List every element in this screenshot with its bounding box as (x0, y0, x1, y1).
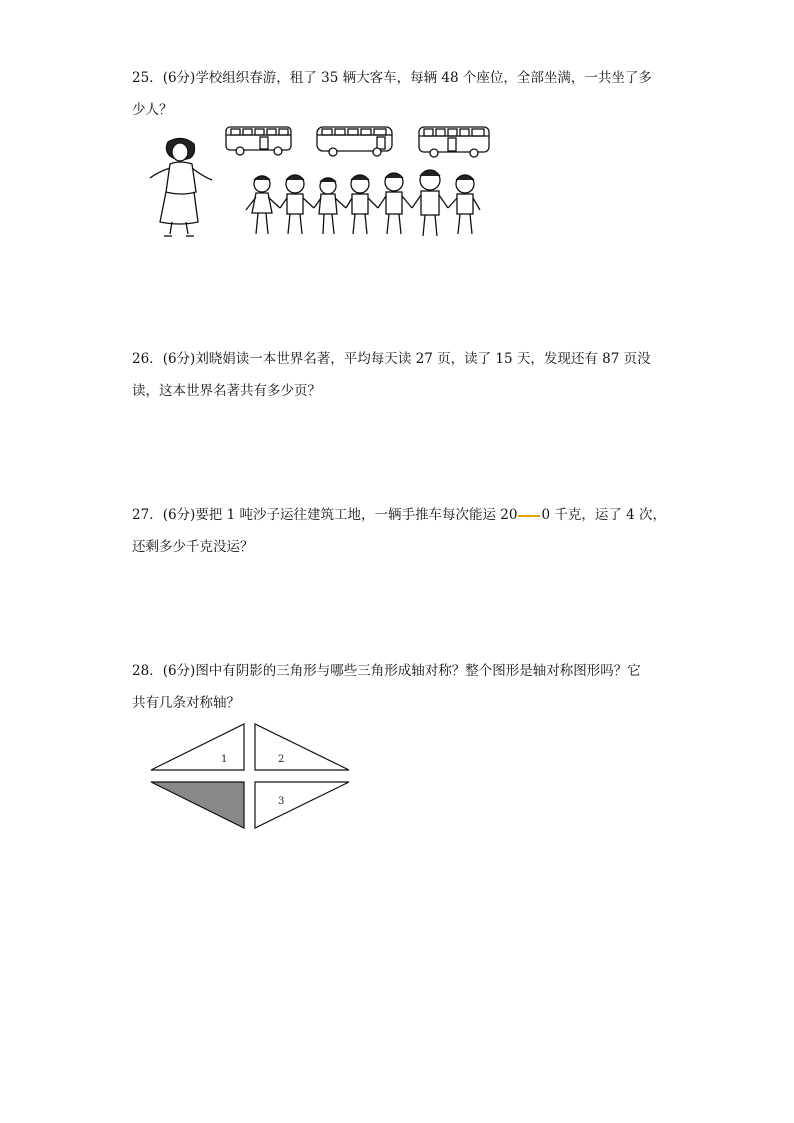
question-27-line-1: 27．(6分)要把 1 吨沙子运往建筑工地，一辆手推车每次能运 20 0 千克，运了 4 次， (132, 507, 667, 523)
triangle-symmetry-figure (148, 720, 353, 832)
question-28-line-1: 28．(6分)图中有阴影的三角形与哪些三角形成轴对称？整个图形是轴对称图形吗？它 (132, 663, 641, 679)
question-26 (132, 343, 677, 407)
question-text: 学校组织春游，租了 35 辆大客车，每辆 48 个座位，全部坐满，一共坐了多 (195, 70, 652, 86)
question-26-line-1: 26．(6分)刘晓娟读一本世界名著，平均每天读 27 页，读了 15 天，发现还有 87 页没 (132, 351, 651, 367)
question-number: 25 (132, 70, 150, 86)
triangle-label-2: 2 (278, 754, 285, 765)
question-number: 26 (132, 351, 150, 367)
question-text-part-2: 0 千克，运了 4 次， (541, 507, 667, 523)
triangle-label-1: 1 (221, 754, 228, 765)
bus-icon (317, 127, 392, 156)
triangle-2 (255, 724, 349, 770)
question-points: (6分) (162, 663, 196, 679)
bus-icon (226, 127, 291, 155)
question-26-line-2: 读，这本世界名著共有多少页？ (132, 383, 321, 399)
question-text: 刘晓娟读一本世界名著，平均每天读 27 页，读了 15 天，发现还有 87 页没 (195, 351, 651, 367)
question-number: 27 (132, 507, 150, 523)
question-number: 28 (132, 663, 150, 679)
spring-outing-illustration (132, 122, 492, 247)
question-text: 图中有阴影的三角形与哪些三角形成轴对称？整个图形是轴对称图形吗？它 (195, 663, 641, 679)
teacher-figure (150, 138, 212, 236)
triangle-shaded (151, 782, 244, 828)
triangle-label-3: 3 (278, 796, 285, 807)
question-28-line-2: 共有几条对称轴？ (132, 695, 240, 711)
bus-icon (419, 127, 489, 157)
question-25-line-1: 25．(6分)学校组织春游，租了 35 辆大客车，每辆 48 个座位，全部坐满，一共坐了多 (132, 70, 652, 86)
question-25-line-2: 少人？ (132, 102, 173, 118)
question-points: (6分) (162, 351, 196, 367)
blank-mark (518, 515, 540, 517)
question-27-line-2: 还剩多少千克没运？ (132, 539, 254, 555)
triangle-1 (151, 724, 244, 770)
question-points: (6分) (162, 507, 196, 523)
question-text-part-1: 要把 1 吨沙子运往建筑工地，一辆手推车每次能运 20 (195, 507, 518, 523)
question-25 (132, 62, 677, 126)
question-28 (132, 655, 677, 719)
question-27 (132, 499, 677, 563)
triangle-3 (255, 782, 349, 828)
children-group (246, 170, 480, 236)
question-points: (6分) (162, 70, 196, 86)
